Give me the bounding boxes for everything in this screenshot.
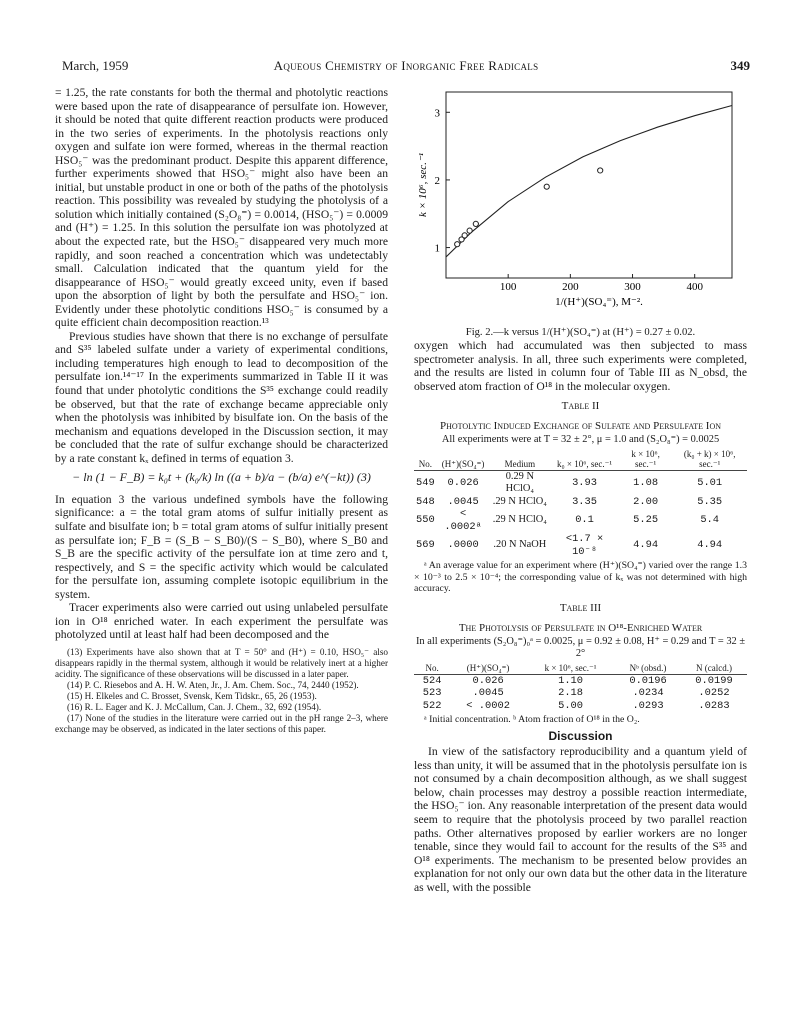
table-cell: .29 N HClO₄ xyxy=(492,495,547,507)
right-column xyxy=(414,86,747,894)
table-cell: .20 N NaOH xyxy=(493,539,547,551)
table-cell: 2.00 xyxy=(633,495,659,508)
table-cell: 569 xyxy=(416,539,435,552)
table-cell: 5.35 xyxy=(697,495,723,508)
body-paragraph: In view of the satisfactory reproducibility and a quantum yield of less than unity, it will be assumed that in the photolysis persulfate ion is not consumed by a chain decomposition although, as we shall suggest below, chain processes may destroy a possible reaction intermediate, the HSO₅⁻ ion. Any reasonable interpretation of the present data would seem to require that the photolysis proceed by two parallel reaction paths. Other alternatives proposed by earlier workers are no longer tenable, since they would fail to account for the results of the S³⁵ and O¹⁸ experiments. The mechanism to be presented below provides an explanation for not only our own data but the other data in the literature as well, with the possible xyxy=(414,745,747,894)
table-cell: 0.29 N HClO₄ xyxy=(505,470,535,495)
data-point xyxy=(544,184,549,189)
table-row xyxy=(414,674,747,687)
table-row xyxy=(414,508,747,533)
x-tick-label: 400 xyxy=(686,281,703,293)
table-header: Nᵇ (obsd.) xyxy=(615,663,681,675)
table-cell: 0.026 xyxy=(447,476,479,489)
table-2-subtitle: All experiments were at T = 32 ± 2°, μ = 1.0 and (S₂O₈⁼) = 0.0025 xyxy=(441,434,720,446)
table-2-note: ᵃ An average value for an experiment where (H⁺)(SO₄⁼) varied over the range 1.3 × 10⁻³ to 2.5 × 10⁻⁴; the corresponding value of kₓ was not determined with high accuracy. xyxy=(414,560,747,595)
table-cell: 550 xyxy=(416,514,435,527)
table-cell: 522 xyxy=(422,699,442,712)
header-date: March, 1959 xyxy=(62,58,129,73)
table-cell: 3.35 xyxy=(572,495,598,508)
table-cell: 1.10 xyxy=(558,674,584,687)
x-tick-label: 200 xyxy=(562,281,579,293)
figure-2-plot xyxy=(414,86,747,312)
table-cell: 0.1 xyxy=(575,514,594,527)
table-cell: 4.94 xyxy=(697,539,723,552)
y-axis-label: k × 10⁶, sec.⁻¹ xyxy=(417,152,429,218)
body-paragraph: = 1.25, the rate constants for both the thermal and photolytic reactions were based upon the rate of disappearance of persulfate ion. However, it should be noted that quite different reaction products were produced in the two series of experiments. In the photolysis reactions only oxygen and sulfate ion were formed, whereas in the thermal reaction HSO₅⁻ was the predominant product. Despite this apparent difference, further experiments showed that HSO₅⁻ might also have been an initial, but unstable product in one or both of the paths of the photolysis reaction. This possibility was revealed by studying the photolysis of a solution which initially contained (S₂O₈⁼) = 0.0014, (HSO₅⁻) = 0.0009 and (H⁺) = 1.25. In this solution the persulfate ion was photolyzed at about the expected rate, but the HSO₅⁻ disappeared very much more rapidly, and soon reached a concentration which was undetectably small. Calculation indicated that the quantum yield for the disappearance of HSO₅⁻ would greatly exceed unity, even if based upon the absorption of light by both the persulfate and HSO₅⁻ ion. Evidently under these photolytic conditions HSO₅⁻ is consumed by a quite efficient chain decomposition reaction.¹³ xyxy=(55,86,388,330)
table-cell: .0283 xyxy=(698,699,730,712)
footnotes xyxy=(55,647,388,735)
data-point xyxy=(462,233,467,238)
table-header: (H⁺)(SO₄⁼) xyxy=(450,663,526,675)
table-cell: < .0002ᵃ xyxy=(444,508,482,533)
plot-frame xyxy=(446,92,732,278)
figure-2 xyxy=(414,86,747,326)
table-2-label: Table II xyxy=(561,400,600,413)
table-cell: .0293 xyxy=(632,699,664,712)
table-cell: 1.08 xyxy=(633,476,659,489)
table-cell: .29 N HClO₄ xyxy=(492,514,547,526)
table-cell: 4.94 xyxy=(633,539,659,552)
table-header: Medium xyxy=(489,449,550,471)
page-number: 349 xyxy=(730,58,750,73)
table-header: k × 10⁶, sec.⁻¹ xyxy=(619,449,672,471)
fit-curve xyxy=(446,106,732,258)
table-cell: 5.00 xyxy=(558,699,584,712)
table-row xyxy=(414,533,747,558)
figure-caption: Fig. 2.—k versus 1/(H⁺)(SO₄⁼) at (H⁺) = 0.27 ± 0.02. xyxy=(465,327,696,338)
table-cell: .0234 xyxy=(632,687,664,700)
table-row xyxy=(414,700,747,713)
table-row xyxy=(414,496,747,509)
table-cell: .0252 xyxy=(698,687,730,700)
table-cell: 548 xyxy=(416,495,435,508)
table-cell: 524 xyxy=(422,674,442,687)
table-header: k × 10⁶, sec.⁻¹ xyxy=(526,663,615,675)
data-point xyxy=(598,168,603,173)
body-paragraph: Previous studies have shown that there is no exchange of persulfate and S³⁵ labeled sulfate under a variety of experimental conditions, including temperatures high enough to lead to decomposition of the persulfate ion.¹⁴⁻¹⁷ In the experiments summarized in Table II it was found that under photolytic conditions the S³⁵ exchange could readily be observed, but that the rate of exchange became appreciable only when the photolysis was inhibited by bisulfate ion. On the basis of the mechanism and equations developed in the Discussion section, it may be concluded that the rate of sulfur exchange should be characterized by a rate constant kₓ defined in terms of equation 3. xyxy=(55,329,388,465)
table-2 xyxy=(414,449,747,559)
left-column xyxy=(55,86,388,735)
x-axis-label: 1/(H⁺)(SO₄⁼), M⁻². xyxy=(555,296,643,308)
footnote: (17) None of the studies in the literature were carried out in the pH range 2–3, where exchange may be observed, as indicated in the later sections of this paper. xyxy=(55,712,388,734)
running-header xyxy=(62,58,750,76)
table-3-title: The Photolysis of Persulfate in O¹⁸-Enriched Water xyxy=(458,621,703,634)
table-cell: 2.18 xyxy=(558,687,584,700)
footnote: (13) Experiments have also shown that at T = 50° and (H⁺) = 0.10, HSO₅⁻ also disappears rapidly in the thermal system, although it would be relatively inert at a higher acidity. The significance of these observations will be discussed in a later paper. xyxy=(55,646,388,679)
equation-3: − ln (1 − F_B) = k₀t + (k₀/k) ln ((a + b)/a − (b/a) e^(−kt)) (3) xyxy=(72,470,371,485)
table-3 xyxy=(414,663,747,713)
data-point xyxy=(467,228,472,233)
table-cell: 5.01 xyxy=(697,476,723,489)
x-tick-label: 100 xyxy=(499,281,517,293)
table-cell: 0.0199 xyxy=(695,674,733,687)
table-row xyxy=(414,470,747,496)
table-header: (H⁺)(SO₄⁼) xyxy=(437,449,490,471)
body-paragraph: Tracer experiments also were carried out using unlabeled persulfate ion in O¹⁸ enriched water. In each experiment the persulfate was photolyzed until at least half had been decomposed and the xyxy=(55,601,388,642)
table-row xyxy=(414,687,747,700)
table-cell: .0000 xyxy=(447,539,479,552)
footnote: (15) H. Elkeles and C. Brosset, Svensk, Kem Tidskr., 65, 26 (1953). xyxy=(67,690,317,701)
table-cell: 523 xyxy=(422,687,442,700)
table-cell: 5.4 xyxy=(700,514,720,527)
footnote: (16) R. L. Eager and K. J. McCallum, Can. J. Chem., 32, 692 (1954). xyxy=(67,701,322,712)
table-cell: 0.026 xyxy=(472,674,504,687)
table-cell: <1.7 × 10⁻⁸ xyxy=(565,533,604,558)
section-heading: Discussion xyxy=(548,728,613,743)
table-header: k₀ × 10⁶, sec.⁻¹ xyxy=(550,449,619,471)
table-cell: .0045 xyxy=(472,687,504,700)
data-point xyxy=(473,221,478,226)
y-tick-label: 3 xyxy=(434,107,440,120)
table-3-note: ᵃ Initial concentration. ᵇ Atom fraction of O¹⁸ in the O₂. xyxy=(424,714,640,726)
table-cell: 3.93 xyxy=(572,476,598,489)
table-cell: 0.0196 xyxy=(629,674,667,687)
table-cell: .0045 xyxy=(447,495,479,508)
body-paragraph: oxygen which had accumulated was then subjected to mass spectrometer analysis. In all, three such experiments were completed, and the results are listed in column four of Table III as N_obsd, the observed atom fraction of O¹⁸ in the molecular oxygen. xyxy=(414,339,747,393)
table-header: No. xyxy=(414,663,450,675)
table-3-label: Table III xyxy=(559,601,602,614)
footnote: (14) P. C. Riesebos and A. H. W. Aten, Jr., J. Am. Chem. Soc., 74, 2440 (1952). xyxy=(67,679,359,690)
y-tick-label: 1 xyxy=(434,242,440,255)
data-point xyxy=(455,242,460,247)
table-2-title: Photolytic Induced Exchange of Sulfate and Persulfate Ion xyxy=(439,420,722,433)
x-tick-label: 300 xyxy=(624,281,641,293)
table-3-subtitle: In all experiments (S₂O₈⁼)₀ᵃ = 0.0025, μ = 0.92 ± 0.08, H⁺ = 0.29 and T = 32 ± 2° xyxy=(415,635,746,660)
body-paragraph: In equation 3 the various undefined symbols have the following significance: a = the total gram atoms of sulfur initially present as sulfate and bisulfate ion; b = total gram atoms of sulfur initially present as persulfate ion; F_B = (S_B − S_B0)/(S − S_B0), where S_B0 and S_B are the specific activity of the persulfate ion at time zero and t, respectively, and S = the specific activity which would be calculated for the persulfate ion, assuming complete isotopic equilibrium in the system. xyxy=(55,492,388,601)
y-tick-label: 2 xyxy=(434,174,440,187)
table-cell: 549 xyxy=(416,476,435,489)
table-header: No. xyxy=(414,449,437,471)
table-cell: 5.25 xyxy=(633,514,659,527)
table-header: (k₀ + k) × 10⁶, sec.⁻¹ xyxy=(672,449,747,471)
table-header: N (calcd.) xyxy=(681,663,747,675)
header-title: Aqueous Chemistry of Inorganic Free Radicals xyxy=(273,58,539,73)
table-cell: < .0002 xyxy=(466,699,510,712)
